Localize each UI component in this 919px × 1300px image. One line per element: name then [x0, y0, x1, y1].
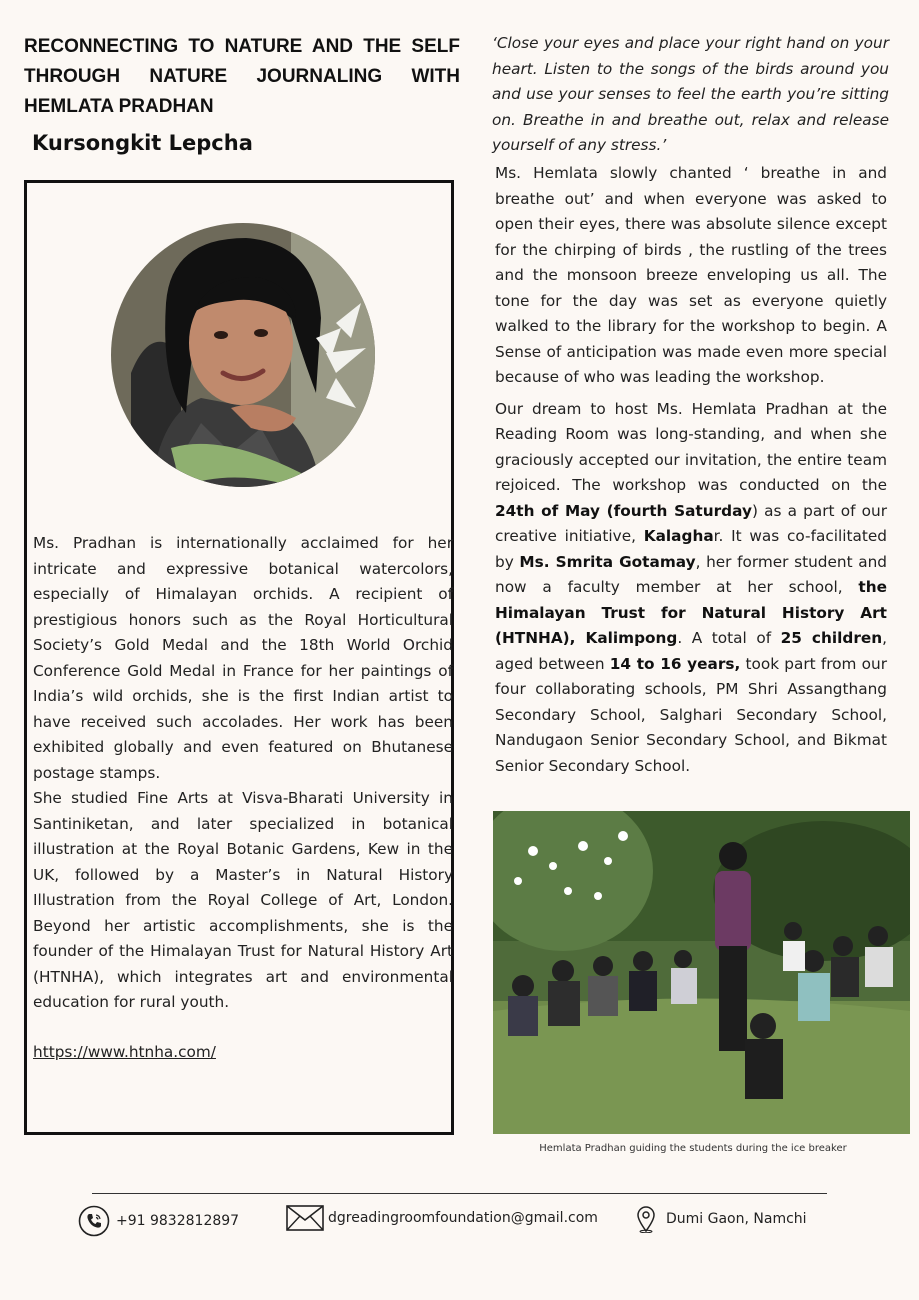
- photo-caption: Hemlata Pradhan guiding the students during the ice breaker: [539, 1143, 847, 1154]
- trust-name: the Himalayan Trust for Natural History Art (HTNHA), Kalimpong: [495, 578, 887, 647]
- footer-address: [636, 1205, 807, 1233]
- kalaghar-initiative: Kalagha: [643, 527, 714, 545]
- phone-number: +91 9832812897: [116, 1213, 240, 1229]
- footer-phone[interactable]: [78, 1205, 239, 1237]
- footer-email[interactable]: [286, 1205, 598, 1231]
- body-paragraph: Our dream to host Ms. Hemlata Pradhan at the Reading Room was long-standing, and when she graciously accepted our invitation, the entire team rejoiced. The workshop was conducted on the 24th of May (fourth Saturday) as a part of our creative initiative, Kalaghar. It was co-facilitated by Ms. Smrita Gotamay, her former student and now a faculty member at her school, the Himalayan Trust for Natural History Art (HTNHA), Kalimpong. A total of 25 children, aged between 14 to 16 years, took part from our four collaborating schools, PM Shri Assangthang Secondary School, Salghari Secondary School, Nandugaon Senior Secondary School, and Bikmat Senior Secondary School.: [495, 399, 887, 775]
- envelope-icon: [286, 1205, 324, 1231]
- bio-paragraph: She studied Fine Arts at Visva-Bharati University in Santiniketan, and later specialized in botanical illustration at the Royal Botanic Gardens, Kew in the UK, followed by a Master’s in Natural History Illustration from the Royal College of Art, London. Beyond her artistic accomplishments, she is the founder of the Himalayan Trust for Natural History Art (HTNHA), which integrates art and environmental education for rural youth.: [33, 789, 453, 1011]
- phone-icon: [78, 1205, 110, 1237]
- address-text: Dumi Gaon, Namchi: [666, 1211, 807, 1227]
- opening-quote: ‘Close your eyes and place your right hand on your heart. Listen to the songs of the birds around you and use your senses to feel the earth you’re sitting on. Breathe in and breathe out, relax and release yourself of any stress.’: [492, 34, 889, 154]
- age-range: 14 to 16 years,: [609, 654, 741, 673]
- article-title: RECONNECTING TO NATURE AND THE SELF THROUGH NATURE JOURNALING WITH HEMLATA PRADHAN: [24, 36, 460, 117]
- workshop-photo: [493, 811, 910, 1134]
- co-facilitator: Ms. Smrita Gotamay: [519, 552, 696, 571]
- author-name: Kursongkit Lepcha: [32, 131, 253, 155]
- htnha-website-link[interactable]: https://www.htnha.com/: [33, 1042, 216, 1061]
- children-count: 25 children: [780, 629, 883, 647]
- portrait-image: [111, 223, 375, 487]
- bio-paragraph: Ms. Pradhan is internationally acclaimed for her intricate and expressive botanical watercolors, especially of Himalayan orchids. A recipient of prestigious honors such as the Royal Horticultural Society’s Gold Medal and the 18th World Orchid Conference Gold Medal in France for her paintings of India’s wild orchids, she is the first Indian artist to have received such accolades. Her work has been exhibited globally and even featured on Bhutanese postage stamps.: [33, 534, 453, 782]
- location-pin-icon: [636, 1205, 656, 1233]
- bio-text: [33, 531, 453, 1065]
- article-body: [495, 161, 887, 785]
- workshop-date: 24th of May (fourth Saturday: [495, 501, 752, 520]
- body-paragraph: Ms. Hemlata slowly chanted ‘ breathe in and breathe out’ and when everyone was asked to open their eyes, there was absolute silence except for the chirping of birds , the rustling of the trees and the monsoon breeze enveloping us all. The tone for the day was set as everyone quietly walked to the library for the workshop to begin. A Sense of anticipation was made even more special because of who was leading the workshop.: [495, 164, 887, 386]
- footer-divider: [92, 1193, 827, 1194]
- email-address: dgreadingroomfoundation@gmail.com: [328, 1210, 598, 1226]
- bio-box: [24, 180, 454, 1135]
